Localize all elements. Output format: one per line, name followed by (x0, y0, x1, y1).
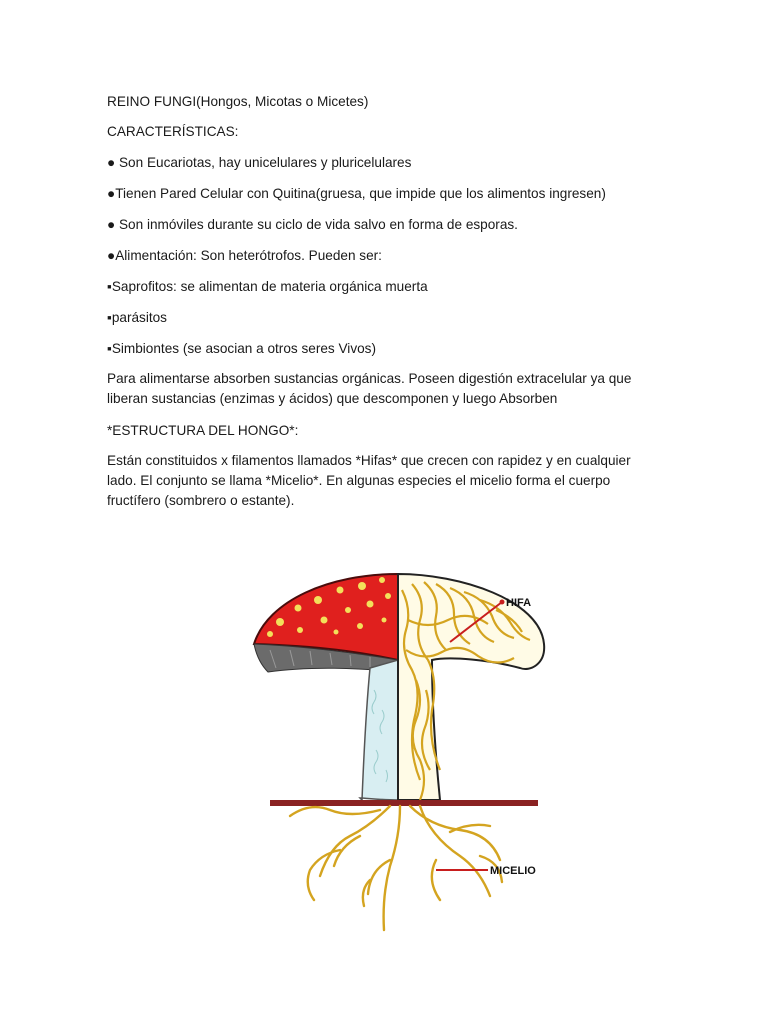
list-item: ● Son inmóviles durante su ciclo de vida salvo en forma de esporas. (107, 217, 518, 232)
stipe-left-half (360, 660, 398, 800)
list-item: ▪Saprofitos: se alimentan de materia orgánica muerta (107, 279, 428, 294)
ground-line (270, 800, 538, 806)
paragraph-line: lado. El conjunto se llama *Micelio*. En algunas especies el micelio forma el cuerpo (107, 473, 611, 488)
paragraph-alimentacion (107, 369, 647, 409)
list-item: ● Son Eucariotas, hay unicelulares y pluricelulares (107, 155, 412, 170)
list-item: ▪Simbiontes (se asocian a otros seres Vivos) (107, 341, 377, 356)
mushroom-structure-illustration (240, 560, 570, 940)
paragraph-line: fructífero (sombrero o estante). (107, 493, 295, 508)
list-item: ●Tienen Pared Celular con Quitina(gruesa, que impide que los alimentos ingresen) (107, 186, 606, 201)
section-heading-estructura: *ESTRUCTURA DEL HONGO*: (107, 423, 299, 438)
document-title: REINO FUNGI(Hongos, Micotas o Micetes) (107, 94, 369, 109)
paragraph-line: liberan sustancias (enzimas y ácidos) que descomponen y luego Absorben (107, 391, 558, 406)
label-hifa: HIFA (506, 597, 532, 609)
label-micelio: MICELIO (490, 865, 536, 877)
paragraph-estructura (107, 451, 647, 511)
mycelium-filaments (290, 806, 502, 930)
paragraph-line: Están constituidos x filamentos llamados *Hifas* que crecen con rapidez y en cualquier (107, 453, 631, 468)
section-heading-caracteristicas: CARACTERÍSTICAS: (107, 124, 239, 139)
paragraph-line: Para alimentarse absorben sustancias orgánicas. Poseen digestión extracelular ya que (107, 371, 632, 386)
list-item: ▪parásitos (107, 310, 167, 325)
list-item: ●Alimentación: Son heterótrofos. Pueden ser: (107, 248, 382, 263)
